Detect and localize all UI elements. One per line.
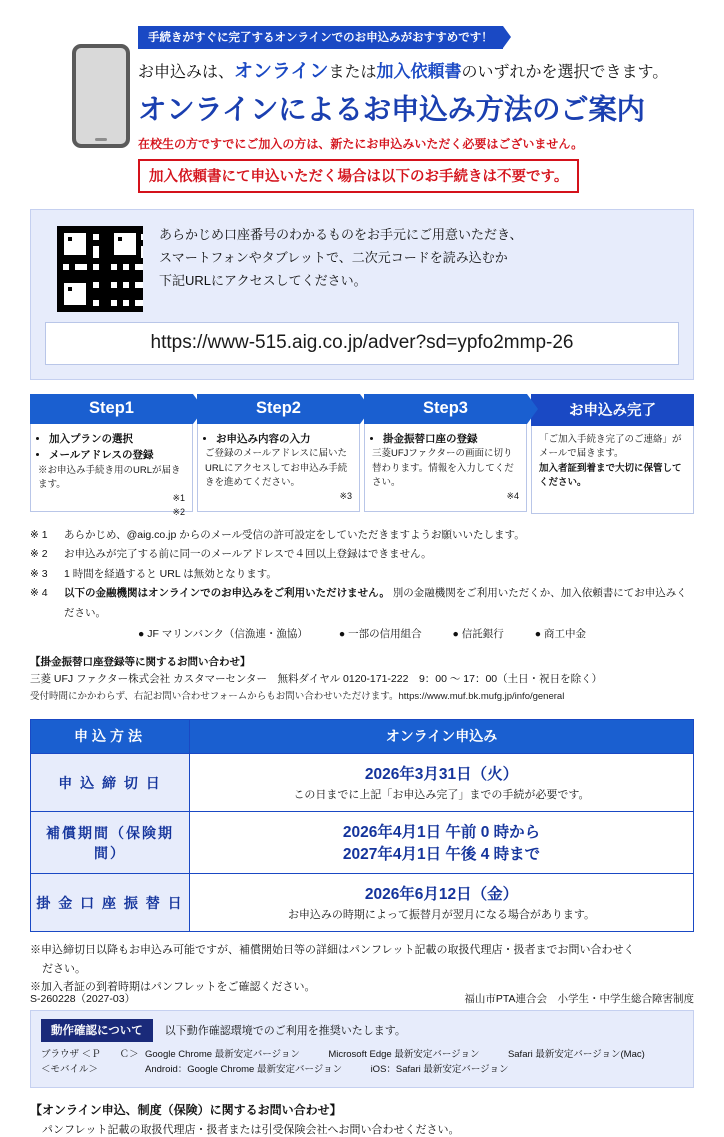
access-lead-line-1: あらかじめ口座番号のわかるものをお手元にご用意いただき、 (159, 227, 523, 242)
step-complete-title: お申込み完了 (531, 394, 694, 426)
step-2-title: Step2 (197, 394, 360, 424)
final-contact-sub: パンフレット記載の取扱代理店・扱者または引受保険会社へお問い合わせください。 (42, 1124, 460, 1137)
step-complete-emphasis: 加入者証到着まで大切に保管してください。 (539, 462, 682, 488)
environment-panel (30, 1010, 694, 1088)
footnote-4-mark: ※ 4 (30, 587, 48, 600)
row-label-coverage: 補償期間（保険期間） (31, 812, 190, 874)
step-3-note: 三菱UFJファクターの画面に切り替わります。情報を入力してください。 (372, 448, 514, 488)
schedule-table-body (31, 754, 694, 932)
qr-finder-top-right (109, 228, 141, 260)
step-1-note: ※お申込み手続き用のURLが届きます。 (38, 464, 181, 490)
steps-flow (30, 394, 694, 517)
environment-row-pc (41, 1047, 683, 1063)
footnote-4-tail: 別の金融機関をご利用いただくか、加入依頼書にてお申込みください。 (64, 587, 687, 619)
excluded-bank-4: ● 商工中金 (534, 628, 586, 641)
footer (30, 991, 694, 1006)
environment-row-mobile-value: Android：Google Chrome 最新安定バージョン iOS：Safari 最新安定バージョン (145, 1064, 509, 1076)
step-complete-body (531, 426, 694, 514)
row-label-debit: 掛 金 口 座 振 替 日 (31, 874, 190, 932)
footnote-4-body (64, 584, 694, 623)
step-2-body (197, 424, 360, 512)
bank-contact-line-2: 受付時間にかかわらず、右記お問い合わせフォームからもお問い合わせいただけます。https://www.muf.bk.mufg.jp/info/general (30, 691, 565, 703)
environment-rows (41, 1047, 683, 1078)
step-3-ref-1: ※4 (506, 491, 519, 502)
excluded-bank-1: ● JF マリンバンク（信漁連・漁協） (138, 628, 308, 641)
schedule-table (30, 719, 694, 932)
step-2-bullet-1: • お申込み内容の入力 (216, 431, 352, 447)
final-contact-heading: 【オンライン申込、制度（保険）に関するお問い合わせ】 (30, 1103, 342, 1118)
footnote-2-text: お申込みが完了する前に同一のメールアドレスで４回以上登録はできません。 (64, 548, 432, 561)
step-2-note: ご登録のメールアドレスに届いたURLにアクセスしてお申込み手続きを進めてください。 (205, 448, 348, 488)
step-complete (531, 394, 694, 514)
deadline-note: この日までに上記「お申込み完了」までの手続が必要です。 (293, 789, 590, 802)
table-header-online: オンライン申込み (190, 720, 694, 754)
qr-finder-bottom-left (59, 278, 91, 310)
table-header-method: 申込方法 (31, 720, 190, 754)
step-1-body (30, 424, 193, 517)
footnotes (30, 526, 694, 645)
footnote-2-mark: ※ 2 (30, 548, 48, 561)
application-url[interactable]: https://www-515.aig.co.jp/adver?sd=ypfo2mmp-26 (45, 322, 679, 365)
header-subline (138, 56, 694, 83)
header-subline-online: オンライン (234, 61, 329, 82)
environment-row-pc-value: Google Chrome 最新安定バージョン Microsoft Edge 最新安定バージョン Safari 最新安定バージョン(Mac) (145, 1048, 645, 1060)
coverage-end: 2027年4月1日 午後 4 時まで (342, 846, 541, 864)
schedule-table-head (31, 720, 694, 754)
step-1-ref-2: ※2 (172, 506, 185, 517)
footnote-3 (30, 565, 694, 584)
header (30, 26, 694, 193)
tablet-device-icon (72, 44, 130, 148)
header-subline-mid: または (328, 64, 377, 81)
header-subline-pre: お申込みは、 (138, 64, 235, 81)
qr-finder-top-left (59, 228, 91, 260)
table-row (31, 874, 694, 932)
header-texts (138, 26, 694, 193)
debit-note: お申込みの時期によって振替月が翌月になる場合があります。 (287, 909, 596, 922)
excluded-bank-3: ● 信託銀行 (452, 628, 504, 641)
environment-lead: 以下動作確認環境でのご利用を推奨いたします。 (164, 1025, 406, 1038)
table-row (31, 812, 694, 874)
environment-tag: 動作確認について (41, 1019, 153, 1042)
bank-contact-block (30, 654, 694, 706)
header-subline-paper: 加入依頼書 (376, 62, 462, 81)
step-2-ref-1: ※3 (339, 491, 352, 502)
header-red-note: 在校生の方ですでにご加入の方は、新たにお申込みいただく必要はございません。 (138, 137, 584, 151)
footnote-3-text: 1 時間を経過すると URL は無効となります。 (64, 567, 277, 580)
environment-header (41, 1019, 683, 1042)
table-header-row (31, 720, 694, 754)
excluded-banks-list (30, 625, 694, 644)
step-2 (197, 394, 360, 514)
deadline-date: 2026年3月31日（火） (364, 766, 519, 784)
row-label-deadline: 申 込 締 切 日 (31, 754, 190, 812)
step-3-body (364, 424, 527, 512)
access-lead-line-2: スマートフォンやタブレットで、二次元コードを読み込むか (159, 249, 508, 265)
environment-row-mobile (41, 1062, 683, 1078)
excluded-bank-2: ● 一部の信用組合 (338, 628, 422, 641)
footer-document-code: S-260228（2027-03） (30, 993, 136, 1005)
step-1-bullet-2: • メールアドレスの登録 (49, 447, 185, 463)
step-1 (30, 394, 193, 517)
footer-organization: 福山市PTA連合会 小学生・中学生総合障害制度 (464, 993, 694, 1005)
access-lead-line-3: 下記URLにアクセスしてください。 (159, 272, 367, 288)
step-3 (364, 394, 527, 514)
environment-row-pc-key: ブラウザ ＜Ｐ Ｃ＞ (41, 1048, 139, 1060)
header-ribbon: 手続きがすぐに完了するオンラインでのお申込みがおすすめです！ (138, 26, 503, 49)
row-value-deadline (190, 754, 694, 812)
step-3-title: Step3 (364, 394, 527, 424)
row-value-debit (190, 874, 694, 932)
qr-code-icon[interactable] (57, 226, 143, 312)
bank-contact-line-1: 三菱 UFJ ファクター株式会社 カスタマーセンター 無料ダイヤル 0120-171-222 9：00 ～ 17：00（土日・祝日を除く） (30, 673, 603, 686)
footnote-4 (30, 584, 694, 623)
environment-row-mobile-key: ＜モバイル＞ (41, 1064, 99, 1076)
table-row (31, 754, 694, 812)
footnote-2 (30, 545, 694, 564)
page-title: オンラインによるお申込み方法のご案内 (138, 94, 645, 126)
header-red-box: 加入依頼書にて申込いただく場合は以下のお手続きは不要です。 (138, 159, 579, 193)
step-3-bullet-1: • 掛金振替口座の登録 (383, 431, 519, 447)
step-1-bullet-1: • 加入プランの選択 (49, 431, 185, 447)
access-panel (30, 209, 694, 380)
access-panel-top (45, 222, 679, 312)
step-1-title: Step1 (30, 394, 193, 424)
debit-date: 2026年6月12日（金） (364, 886, 519, 904)
footnote-4-text: 以下の金融機関はオンラインでのお申込みをご利用いただけません。 (64, 587, 390, 600)
row-value-coverage (190, 812, 694, 874)
step-2-bullets (205, 431, 352, 447)
footnote-1 (30, 526, 694, 545)
step-1-ref-1: ※1 (172, 493, 185, 504)
access-panel-lead (159, 222, 522, 292)
footnote-1-mark: ※ 1 (30, 529, 48, 541)
table-note-2: ※加入者証の到着時期はパンフレットをご確認ください。 (30, 980, 316, 993)
bank-contact-heading: 【掛金振替口座登録等に関するお問い合わせ】 (30, 655, 251, 668)
coverage-start: 2026年4月1日 午前 0 時から (342, 824, 541, 842)
final-contact-block (30, 1101, 694, 1137)
step-complete-note: 「ご加入手続き完了のご連絡」がメールで届きます。 (539, 434, 682, 460)
step-1-bullets (38, 431, 185, 464)
table-note-1-cont: ださい。 (42, 962, 86, 975)
footnote-1-text: あらかじめ、@aig.co.jp からのメール受信の許可設定をしていただきますようお願いいたします。 (64, 529, 525, 541)
footnote-3-mark: ※ 3 (30, 567, 48, 580)
step-3-bullets (372, 431, 519, 447)
table-notes (30, 941, 694, 995)
header-subline-post: のいずれかを選択できます。 (461, 64, 669, 81)
table-note-1: ※申込締切日以降もお申込み可能ですが、補償開始日等の詳細はパンフレット記載の取扱代理店・扱者までお問い合わせく (30, 944, 635, 957)
